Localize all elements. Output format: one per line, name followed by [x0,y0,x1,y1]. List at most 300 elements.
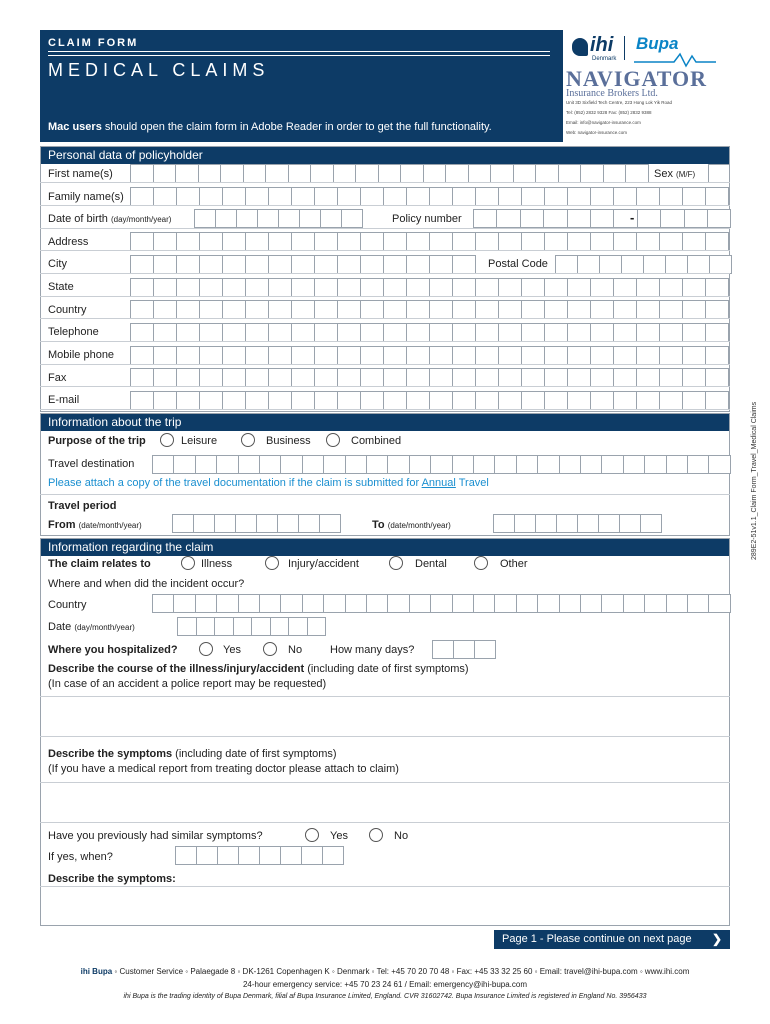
char-cell[interactable] [429,255,453,274]
char-cell[interactable] [314,232,338,251]
char-cell[interactable] [682,187,706,206]
char-cell[interactable] [494,455,516,474]
char-cell[interactable] [337,346,361,365]
char-cell[interactable] [383,255,407,274]
char-cell[interactable] [474,640,496,659]
char-cell[interactable] [268,346,292,365]
char-cell[interactable] [299,209,321,228]
char-cell[interactable] [270,617,290,636]
char-cell[interactable] [623,455,645,474]
char-cell[interactable] [687,594,709,613]
char-cell[interactable] [319,514,341,533]
char-cell[interactable] [216,455,238,474]
char-cell[interactable] [310,164,334,183]
char-cell[interactable] [406,323,430,342]
char-cell[interactable] [195,594,217,613]
char-cell[interactable] [268,300,292,319]
char-cell[interactable] [429,300,453,319]
char-cell[interactable] [537,594,559,613]
char-cell[interactable] [682,300,706,319]
char-cell[interactable] [400,164,424,183]
char-cell[interactable] [682,278,706,297]
char-cell[interactable] [613,368,637,387]
char-cell[interactable] [590,278,614,297]
char-cell[interactable] [236,209,258,228]
char-cell[interactable] [423,164,447,183]
char-cell[interactable] [556,514,578,533]
char-cell[interactable] [660,209,684,228]
char-cell[interactable] [544,232,568,251]
char-cell[interactable] [475,232,499,251]
char-cell[interactable] [176,232,200,251]
radio-business[interactable] [241,433,255,447]
char-cell[interactable] [360,368,384,387]
char-cell[interactable] [176,391,200,410]
char-cell[interactable] [636,368,660,387]
char-cell[interactable] [153,278,177,297]
char-cell[interactable] [544,368,568,387]
char-cell[interactable] [268,391,292,410]
char-cell[interactable] [598,514,620,533]
char-cell[interactable] [406,300,430,319]
char-cell[interactable] [360,323,384,342]
char-cell[interactable] [544,187,568,206]
radio-leisure[interactable] [160,433,174,447]
char-cell[interactable] [544,391,568,410]
char-cell[interactable] [222,323,246,342]
char-cell[interactable] [257,209,279,228]
char-cell[interactable] [682,323,706,342]
char-cell[interactable] [705,300,729,319]
char-cell[interactable] [613,300,637,319]
char-cell[interactable] [659,346,683,365]
char-cell[interactable] [153,323,177,342]
char-cell[interactable] [291,187,315,206]
char-cell[interactable] [314,300,338,319]
char-cell[interactable] [498,278,522,297]
char-cell[interactable] [406,391,430,410]
char-cell[interactable] [198,164,222,183]
char-cell[interactable] [544,278,568,297]
char-cell[interactable] [580,455,602,474]
char-cell[interactable] [636,391,660,410]
char-cell[interactable] [153,346,177,365]
sex-field[interactable] [708,164,730,183]
char-cell[interactable] [245,391,269,410]
char-cell[interactable] [337,323,361,342]
char-cell[interactable] [590,368,614,387]
char-cell[interactable] [130,300,154,319]
char-cell[interactable] [544,346,568,365]
char-cell[interactable] [196,617,216,636]
char-cell[interactable] [577,255,600,274]
char-cell[interactable] [625,164,649,183]
char-cell[interactable] [707,209,731,228]
char-cell[interactable] [222,300,246,319]
char-cell[interactable] [406,187,430,206]
char-cell[interactable] [278,209,300,228]
char-cell[interactable] [709,255,732,274]
char-cell[interactable] [705,232,729,251]
char-cell[interactable] [245,323,269,342]
char-cell[interactable] [323,594,345,613]
char-cell[interactable] [176,300,200,319]
char-cell[interactable] [222,232,246,251]
char-cell[interactable] [245,346,269,365]
char-cell[interactable] [175,164,199,183]
char-cell[interactable] [130,323,154,342]
char-cell[interactable] [176,346,200,365]
char-cell[interactable] [516,594,538,613]
char-cell[interactable] [314,391,338,410]
char-cell[interactable] [544,300,568,319]
char-cell[interactable] [291,391,315,410]
char-cell[interactable] [452,255,476,274]
char-cell[interactable] [659,300,683,319]
radio-combined[interactable] [326,433,340,447]
char-cell[interactable] [345,455,367,474]
char-cell[interactable] [251,617,271,636]
char-cell[interactable] [498,300,522,319]
char-cell[interactable] [153,300,177,319]
char-cell[interactable] [452,455,474,474]
char-cell[interactable] [152,594,174,613]
char-cell[interactable] [383,232,407,251]
char-cell[interactable] [222,391,246,410]
char-cell[interactable] [291,300,315,319]
char-cell[interactable] [708,594,730,613]
char-cell[interactable] [199,278,223,297]
char-cell[interactable] [291,346,315,365]
char-cell[interactable] [341,209,363,228]
annual-link[interactable]: Annual [421,477,456,489]
char-cell[interactable] [452,323,476,342]
char-cell[interactable] [475,187,499,206]
char-cell[interactable] [323,455,345,474]
char-cell[interactable] [521,346,545,365]
char-cell[interactable] [636,232,660,251]
char-cell[interactable] [383,368,407,387]
char-cell[interactable] [360,391,384,410]
char-cell[interactable] [153,164,177,183]
char-cell[interactable] [613,232,637,251]
char-cell[interactable] [173,455,195,474]
char-cell[interactable] [432,640,454,659]
char-cell[interactable] [498,346,522,365]
char-cell[interactable] [199,187,223,206]
char-cell[interactable] [637,209,661,228]
char-cell[interactable] [217,846,239,865]
char-cell[interactable] [268,255,292,274]
char-cell[interactable] [682,346,706,365]
char-cell[interactable] [535,514,557,533]
char-cell[interactable] [590,346,614,365]
char-cell[interactable] [301,846,323,865]
char-cell[interactable] [644,455,666,474]
char-cell[interactable] [337,368,361,387]
char-cell[interactable] [153,232,177,251]
course-textarea[interactable] [40,696,730,736]
char-cell[interactable] [222,346,246,365]
char-cell[interactable] [644,594,666,613]
char-cell[interactable] [320,209,342,228]
char-cell[interactable] [214,617,234,636]
char-cell[interactable] [387,455,409,474]
char-cell[interactable] [222,187,246,206]
char-cell[interactable] [601,455,623,474]
char-cell[interactable] [659,391,683,410]
char-cell[interactable] [498,232,522,251]
char-cell[interactable] [452,594,474,613]
char-cell[interactable] [452,391,476,410]
char-cell[interactable] [268,232,292,251]
char-cell[interactable] [659,278,683,297]
char-cell[interactable] [521,391,545,410]
char-cell[interactable] [302,594,324,613]
char-cell[interactable] [665,255,688,274]
char-cell[interactable] [130,232,154,251]
char-cell[interactable] [199,323,223,342]
char-cell[interactable] [245,232,269,251]
char-cell[interactable] [705,323,729,342]
char-cell[interactable] [666,594,688,613]
char-cell[interactable] [345,594,367,613]
char-cell[interactable] [176,368,200,387]
char-cell[interactable] [475,346,499,365]
char-cell[interactable] [468,164,492,183]
char-cell[interactable] [430,594,452,613]
char-cell[interactable] [567,209,591,228]
char-cell[interactable] [473,209,497,228]
char-cell[interactable] [288,617,308,636]
char-cell[interactable] [383,278,407,297]
char-cell[interactable] [475,391,499,410]
char-cell[interactable] [259,455,281,474]
char-cell[interactable] [513,164,537,183]
char-cell[interactable] [445,164,469,183]
char-cell[interactable] [475,368,499,387]
char-cell[interactable] [216,594,238,613]
radio-illness[interactable] [181,556,195,570]
char-cell[interactable] [130,368,154,387]
char-cell[interactable] [291,323,315,342]
char-cell[interactable] [383,346,407,365]
char-cell[interactable] [409,455,431,474]
char-cell[interactable] [214,514,236,533]
char-cell[interactable] [268,323,292,342]
char-cell[interactable] [130,346,154,365]
char-cell[interactable] [268,368,292,387]
char-cell[interactable] [360,255,384,274]
char-cell[interactable] [537,455,559,474]
char-cell[interactable] [360,300,384,319]
char-cell[interactable] [705,346,729,365]
char-cell[interactable] [429,187,453,206]
char-cell[interactable] [521,300,545,319]
char-cell[interactable] [580,594,602,613]
char-cell[interactable] [705,368,729,387]
char-cell[interactable] [590,209,614,228]
char-cell[interactable] [559,594,581,613]
radio-injury[interactable] [265,556,279,570]
char-cell[interactable] [567,368,591,387]
char-cell[interactable] [406,346,430,365]
char-cell[interactable] [245,300,269,319]
char-cell[interactable] [199,255,223,274]
char-cell[interactable] [307,617,327,636]
char-cell[interactable] [130,187,154,206]
char-cell[interactable] [475,278,499,297]
char-cell[interactable] [429,323,453,342]
char-cell[interactable] [409,594,431,613]
char-cell[interactable] [659,187,683,206]
char-cell[interactable] [659,368,683,387]
char-cell[interactable] [314,255,338,274]
char-cell[interactable] [498,323,522,342]
char-cell[interactable] [195,455,217,474]
char-cell[interactable] [520,209,544,228]
char-cell[interactable] [337,300,361,319]
char-cell[interactable] [521,368,545,387]
char-cell[interactable] [383,300,407,319]
char-cell[interactable] [498,391,522,410]
char-cell[interactable] [199,346,223,365]
char-cell[interactable] [199,368,223,387]
char-cell[interactable] [452,187,476,206]
char-cell[interactable] [268,187,292,206]
char-cell[interactable] [590,391,614,410]
char-cell[interactable] [176,278,200,297]
char-cell[interactable] [153,187,177,206]
char-cell[interactable] [429,232,453,251]
char-cell[interactable] [613,391,637,410]
char-cell[interactable] [636,278,660,297]
char-cell[interactable] [452,278,476,297]
char-cell[interactable] [173,594,195,613]
char-cell[interactable] [567,300,591,319]
next-page-button[interactable] [494,930,730,949]
char-cell[interactable] [199,300,223,319]
char-cell[interactable] [567,232,591,251]
char-cell[interactable] [567,323,591,342]
char-cell[interactable] [280,594,302,613]
char-cell[interactable] [193,514,215,533]
char-cell[interactable] [383,391,407,410]
char-cell[interactable] [277,514,299,533]
char-cell[interactable] [430,455,452,474]
char-cell[interactable] [590,187,614,206]
char-cell[interactable] [666,455,688,474]
char-cell[interactable] [302,455,324,474]
radio-prev-yes[interactable] [305,828,319,842]
char-cell[interactable] [590,232,614,251]
char-cell[interactable] [245,255,269,274]
char-cell[interactable] [613,323,637,342]
char-cell[interactable] [215,209,237,228]
char-cell[interactable] [243,164,267,183]
char-cell[interactable] [580,164,604,183]
char-cell[interactable] [429,368,453,387]
char-cell[interactable] [490,164,514,183]
char-cell[interactable] [452,300,476,319]
char-cell[interactable] [333,164,357,183]
char-cell[interactable] [130,278,154,297]
char-cell[interactable] [152,455,174,474]
char-cell[interactable] [429,391,453,410]
char-cell[interactable] [387,594,409,613]
char-cell[interactable] [636,323,660,342]
char-cell[interactable] [177,617,197,636]
char-cell[interactable] [636,300,660,319]
char-cell[interactable] [493,514,515,533]
char-cell[interactable] [567,278,591,297]
char-cell[interactable] [555,255,578,274]
char-cell[interactable] [406,232,430,251]
char-cell[interactable] [682,232,706,251]
char-cell[interactable] [406,255,430,274]
char-cell[interactable] [314,346,338,365]
char-cell[interactable] [577,514,599,533]
char-cell[interactable] [268,278,292,297]
char-cell[interactable] [245,278,269,297]
char-cell[interactable] [233,617,253,636]
char-cell[interactable] [544,323,568,342]
char-cell[interactable] [521,278,545,297]
char-cell[interactable] [567,346,591,365]
char-cell[interactable] [194,209,216,228]
char-cell[interactable] [291,368,315,387]
char-cell[interactable] [259,846,281,865]
char-cell[interactable] [199,232,223,251]
char-cell[interactable] [378,164,402,183]
char-cell[interactable] [130,391,154,410]
char-cell[interactable] [366,594,388,613]
char-cell[interactable] [265,164,289,183]
char-cell[interactable] [175,846,197,865]
char-cell[interactable] [360,346,384,365]
char-cell[interactable] [245,187,269,206]
char-cell[interactable] [619,514,641,533]
char-cell[interactable] [684,209,708,228]
char-cell[interactable] [429,346,453,365]
char-cell[interactable] [130,164,154,183]
char-cell[interactable] [623,594,645,613]
char-cell[interactable] [687,455,709,474]
char-cell[interactable] [314,187,338,206]
char-cell[interactable] [291,278,315,297]
char-cell[interactable] [245,368,269,387]
char-cell[interactable] [322,846,344,865]
char-cell[interactable] [314,368,338,387]
char-cell[interactable] [659,232,683,251]
char-cell[interactable] [613,346,637,365]
char-cell[interactable] [280,455,302,474]
char-cell[interactable] [291,232,315,251]
char-cell[interactable] [705,278,729,297]
char-cell[interactable] [473,455,495,474]
char-cell[interactable] [452,368,476,387]
char-cell[interactable] [360,232,384,251]
char-cell[interactable] [498,368,522,387]
char-cell[interactable] [337,278,361,297]
char-cell[interactable] [640,514,662,533]
char-cell[interactable] [599,255,622,274]
char-cell[interactable] [559,455,581,474]
char-cell[interactable] [259,594,281,613]
char-cell[interactable] [452,346,476,365]
char-cell[interactable] [516,455,538,474]
char-cell[interactable] [360,278,384,297]
